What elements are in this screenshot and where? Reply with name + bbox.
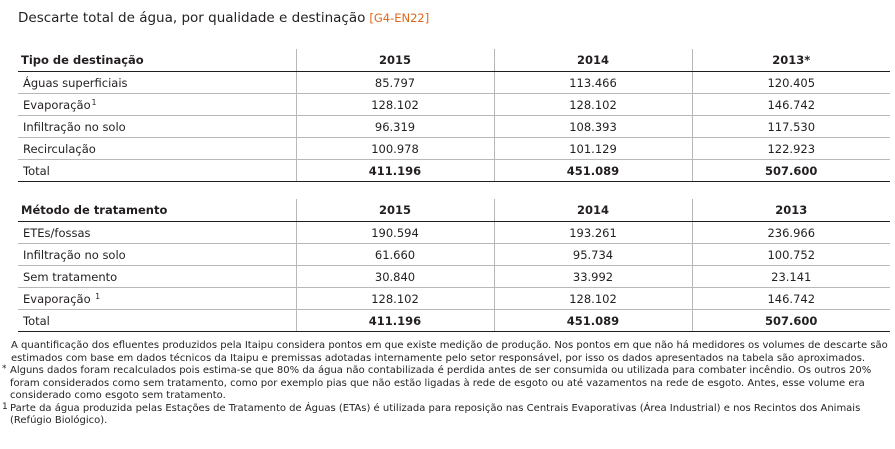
table-cell: 113.466 bbox=[494, 72, 692, 94]
table-row bbox=[18, 244, 890, 266]
footnote-marker: * bbox=[2, 364, 7, 374]
column-header: 2015 bbox=[296, 199, 494, 222]
footnote-marker: 1 bbox=[95, 291, 101, 301]
total-label: Total bbox=[18, 160, 296, 182]
table-cell: 120.405 bbox=[692, 72, 890, 94]
table-cell: 95.734 bbox=[494, 244, 692, 266]
total-cell: 507.600 bbox=[692, 310, 890, 332]
table-cell: 190.594 bbox=[296, 222, 494, 244]
footnote-marker: 1 bbox=[2, 401, 8, 412]
table-cell: 61.660 bbox=[296, 244, 494, 266]
row-label bbox=[18, 116, 296, 138]
total-row bbox=[18, 160, 890, 182]
table-cell: 33.992 bbox=[494, 266, 692, 288]
row-label-text: Águas superficiais bbox=[23, 75, 128, 90]
column-header: 2015 bbox=[296, 49, 494, 72]
page-title bbox=[18, 10, 429, 26]
row-label bbox=[18, 138, 296, 160]
table-cell: 236.966 bbox=[692, 222, 890, 244]
table-cell: 128.102 bbox=[296, 288, 494, 310]
table-cell: 100.978 bbox=[296, 138, 494, 160]
row-label-text: Infiltração no solo bbox=[23, 247, 126, 262]
row-label bbox=[18, 222, 296, 244]
table-cell: 193.261 bbox=[494, 222, 692, 244]
table-cell: 85.797 bbox=[296, 72, 494, 94]
table-cell: 108.393 bbox=[494, 116, 692, 138]
footnote-one bbox=[2, 403, 892, 428]
table-cell: 128.102 bbox=[494, 288, 692, 310]
row-label-text: Infiltração no solo bbox=[23, 119, 126, 134]
table-row bbox=[18, 72, 890, 94]
table-row bbox=[18, 288, 890, 310]
row-label-text: Sem tratamento bbox=[23, 269, 118, 284]
table-row bbox=[18, 116, 890, 138]
row-label-text: ETEs/fossas bbox=[23, 225, 91, 240]
footnote-text: Parte da água produzida pelas Estações de Tratamento de Águas (ETAs) é utilizada para reposição nas Centrais Evaporativas (Área Industrial) e nos Recintos dos Animais (Refúgio Biológico). bbox=[10, 402, 861, 426]
total-row bbox=[18, 310, 890, 332]
table-cell: 122.923 bbox=[692, 138, 890, 160]
destination-table bbox=[18, 49, 890, 182]
table-cell: 96.319 bbox=[296, 116, 494, 138]
footnote-text: Alguns dados foram recalculados pois estima-se que 80% da água não contabilizada é perdida antes de ser consumida ou utilizada para combater incêndio. Os outros 20% foram considerados como sem tratamento, como por exemplo pias que não estão ligadas à rede de esgoto ou até vazamentos na rede de esgoto. Antes, esse volume era considerado como esgoto sem tratamento. bbox=[10, 365, 872, 401]
table-cell: 117.530 bbox=[692, 116, 890, 138]
total-cell: 411.196 bbox=[296, 160, 494, 182]
gri-code-link[interactable]: [G4-EN22] bbox=[369, 11, 430, 25]
title-text: Descarte total de água, por qualidade e destinação bbox=[18, 10, 366, 26]
column-header: 2014 bbox=[494, 199, 692, 222]
table-header-row bbox=[18, 199, 890, 222]
row-label bbox=[18, 288, 296, 310]
table-cell: 146.742 bbox=[692, 288, 890, 310]
footnote-marker: 1 bbox=[91, 97, 97, 107]
total-label: Total bbox=[18, 310, 296, 332]
total-cell: 507.600 bbox=[692, 160, 890, 182]
column-header: Método de tratamento bbox=[18, 199, 296, 222]
treatment-table bbox=[18, 199, 890, 332]
row-label bbox=[18, 266, 296, 288]
row-label-text: Recirculação bbox=[23, 141, 96, 156]
total-cell: 411.196 bbox=[296, 310, 494, 332]
table-header-row bbox=[18, 49, 890, 72]
row-label-text: Evaporação bbox=[23, 291, 95, 306]
footnote-intro: A quantificação dos efluentes produzidos pela Itaipu considera pontos em que existe medição de produção. Nos pontos em que não há medidores os volumes de descarte são estimados com base em dados técnicos da Itaipu e premissas adotadas internamente pelo setor responsável, por isso os dados apresentados na tabela são aproximados. bbox=[11, 340, 888, 364]
table-row bbox=[18, 94, 890, 116]
table-cell: 30.840 bbox=[296, 266, 494, 288]
footnotes bbox=[2, 340, 892, 428]
footnote-asterisk bbox=[2, 365, 892, 403]
total-cell: 451.089 bbox=[494, 160, 692, 182]
row-label bbox=[18, 244, 296, 266]
column-header: 2013* bbox=[692, 49, 890, 72]
row-label bbox=[18, 94, 296, 116]
total-cell: 451.089 bbox=[494, 310, 692, 332]
table-row bbox=[18, 266, 890, 288]
table-cell: 100.752 bbox=[692, 244, 890, 266]
table-cell: 23.141 bbox=[692, 266, 890, 288]
table-cell: 146.742 bbox=[692, 94, 890, 116]
column-header: Tipo de destinação bbox=[18, 49, 296, 72]
table-row bbox=[18, 138, 890, 160]
table-cell: 128.102 bbox=[296, 94, 494, 116]
column-header: 2014 bbox=[494, 49, 692, 72]
row-label-text: Evaporação bbox=[23, 97, 91, 112]
column-header: 2013 bbox=[692, 199, 890, 222]
table-cell: 101.129 bbox=[494, 138, 692, 160]
table-cell: 128.102 bbox=[494, 94, 692, 116]
table-row bbox=[18, 222, 890, 244]
row-label bbox=[18, 72, 296, 94]
